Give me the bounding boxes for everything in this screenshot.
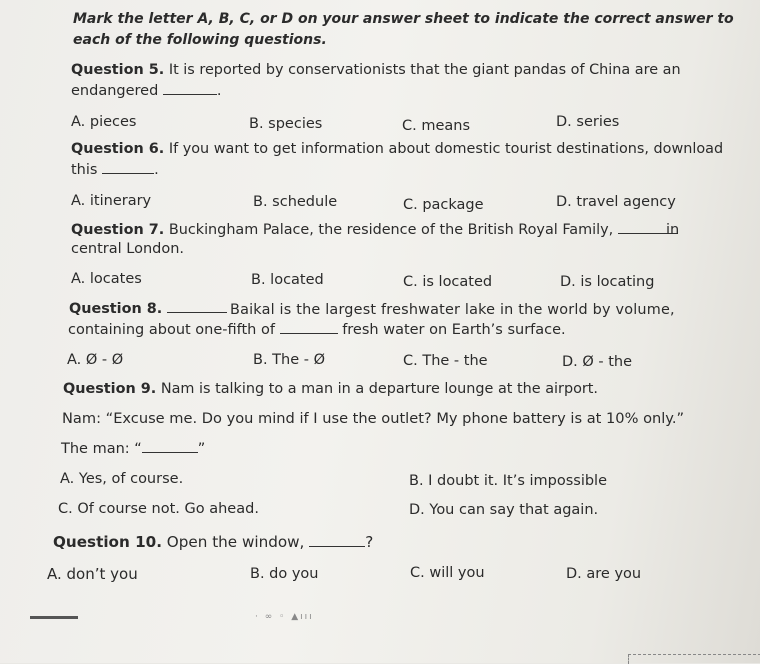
question-5-label: Question 5. — [71, 62, 165, 78]
question-9-stem-line-3 — [61, 440, 205, 458]
question-8-blank-1 — [167, 300, 227, 313]
question-9-stem — [63, 380, 598, 398]
q7-option-a[interactable]: A. locates — [71, 271, 142, 287]
q5-option-c[interactable]: C. means — [402, 118, 471, 134]
question-6-label: Question 6. — [71, 141, 165, 157]
question-9-text-line-3b: ” — [197, 441, 206, 457]
question-7-in: in — [666, 222, 680, 238]
question-8-blank-2 — [280, 321, 338, 334]
q8-option-d[interactable]: D. Ø - the — [562, 354, 633, 370]
question-5-period: . — [216, 83, 222, 99]
q10-option-d[interactable]: D. are you — [566, 566, 642, 582]
instruction-line-2: each of the following questions. — [73, 32, 327, 48]
q9-option-a[interactable]: A. Yes, of course. — [60, 471, 184, 487]
q5-option-b[interactable]: B. species — [249, 116, 323, 132]
q6-option-d[interactable]: D. travel agency — [556, 194, 676, 210]
question-9-label: Question 9. — [63, 381, 157, 397]
question-8-stem — [69, 300, 227, 318]
question-5-blank — [163, 82, 217, 95]
question-10-blank — [309, 534, 365, 547]
question-10-stem — [53, 533, 373, 551]
question-7-text-line-1: Buckingham Palace, the residence of the British Royal Family, — [164, 222, 614, 238]
question-6-blank — [102, 161, 154, 174]
question-6-stem-line-2 — [71, 161, 159, 179]
question-9-blank — [142, 440, 198, 453]
question-7-text-line-2: central London. — [71, 241, 185, 257]
question-8-label: Question 8. — [69, 301, 163, 317]
footer-dots: · ∞ ◦ ▲ııı — [255, 612, 314, 622]
q8-option-a[interactable]: A. Ø - Ø — [67, 352, 124, 368]
question-6-stem — [71, 140, 723, 158]
question-6-text-line-2: this — [71, 162, 98, 178]
question-10-question-mark: ? — [365, 533, 374, 551]
question-7-stem — [71, 221, 678, 239]
question-5-text-line-1: It is reported by conservationists that the giant pandas of China are an — [164, 62, 681, 78]
question-6-text-line-1: If you want to get information about domestic tourist destinations, download — [164, 141, 724, 157]
q6-option-c[interactable]: C. package — [403, 197, 484, 213]
question-8-text-line-1: Baikal is the largest freshwater lake in the world by volume, — [230, 302, 675, 318]
instruction-line-1: Mark the letter A, B, C, or D on your answer sheet to indicate the correct answer to — [73, 11, 734, 27]
question-5-stem-line-2 — [71, 82, 222, 100]
q7-option-b[interactable]: B. located — [251, 272, 324, 288]
q9-option-b[interactable]: B. I doubt it. It’s impossible — [409, 473, 608, 489]
q8-option-b[interactable]: B. The - Ø — [253, 352, 325, 368]
question-9-text-line-2: Nam: “Excuse me. Do you mind if I use the outlet? My phone battery is at 10% only.” — [62, 410, 685, 427]
question-10-label: Question 10. — [53, 533, 162, 551]
q10-option-c[interactable]: C. will you — [410, 565, 485, 581]
bottom-line-mark — [30, 616, 78, 619]
q10-option-a[interactable]: A. don’t you — [47, 565, 138, 583]
question-6-period: . — [154, 162, 159, 178]
q6-option-b[interactable]: B. schedule — [253, 194, 338, 210]
q5-option-a[interactable]: A. pieces — [71, 114, 137, 130]
question-7-label: Question 7. — [71, 222, 165, 238]
q9-option-d[interactable]: D. You can say that again. — [409, 502, 599, 518]
q9-option-c[interactable]: C. Of course not. Go ahead. — [58, 501, 259, 517]
question-5-stem — [71, 61, 681, 79]
question-5-text-line-2: endangered — [71, 83, 159, 99]
q8-option-c[interactable]: C. The - the — [403, 353, 488, 369]
q7-option-d[interactable]: D. is locating — [560, 274, 655, 290]
q10-option-b[interactable]: B. do you — [250, 566, 319, 582]
question-8-text-line-2a: containing about one-fifth of — [68, 322, 275, 338]
q5-option-d[interactable]: D. series — [556, 114, 620, 130]
question-10-text-line-1: Open the window, — [161, 533, 305, 551]
question-9-text-line-3a: The man: “ — [61, 441, 142, 457]
question-8-text-line-2b: fresh water on Earth’s surface. — [342, 322, 566, 338]
q7-option-c[interactable]: C. is located — [403, 274, 493, 290]
question-9-text-line-1: Nam is talking to a man in a departure lounge at the airport. — [156, 381, 599, 397]
q6-option-a[interactable]: A. itinerary — [71, 193, 152, 209]
question-8-stem-line-2 — [68, 321, 566, 339]
